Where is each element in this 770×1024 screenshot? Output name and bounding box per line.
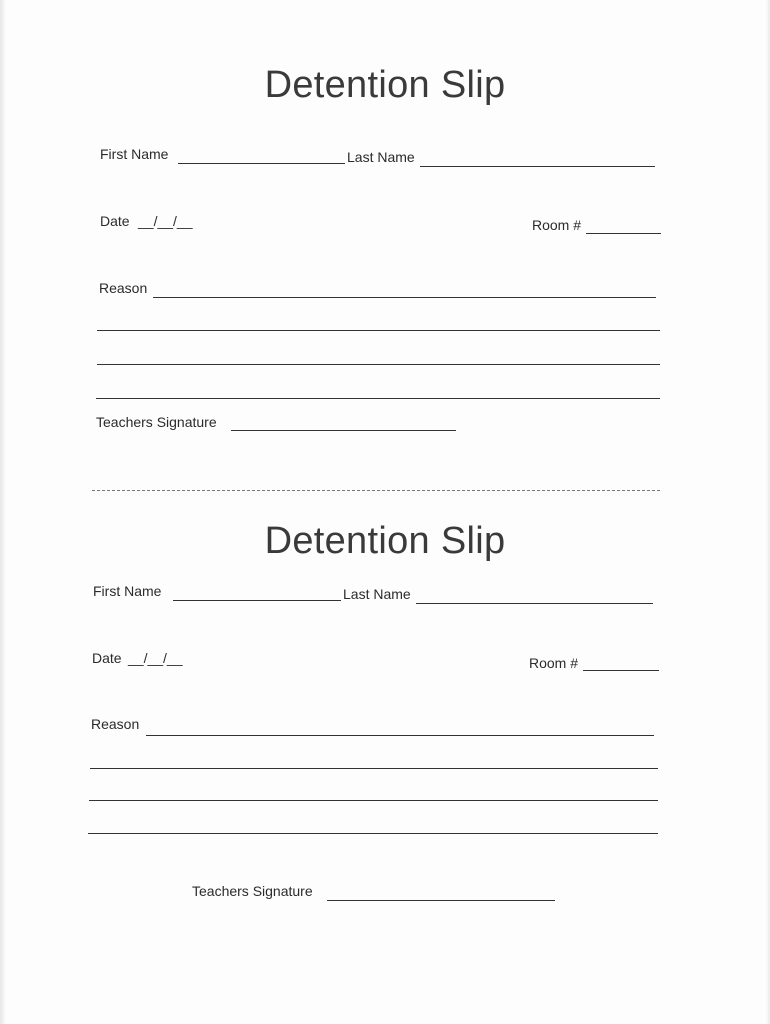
slip-2-signature-line[interactable] (327, 900, 555, 901)
slip-2-reason-line-2[interactable] (90, 768, 658, 769)
slip-2-first-name-label: First Name (93, 583, 162, 599)
slip-1-first-name-line[interactable] (178, 163, 345, 164)
scan-shadow-right (766, 0, 770, 1024)
slip-2-last-name-line[interactable] (416, 603, 653, 604)
slip-1-reason-line-4[interactable] (96, 398, 660, 399)
slip-2-first-name-line[interactable] (173, 600, 341, 601)
slip-2-signature-label: Teachers Signature (192, 883, 313, 899)
slip-1-reason-label: Reason (99, 280, 148, 296)
slip-2-date-label: Date (92, 650, 122, 666)
scan-shadow-left (0, 0, 6, 1024)
slip-2-room-label: Room # (529, 655, 579, 671)
slip-2-date-blank[interactable]: __/__/__ (128, 650, 183, 666)
slip-2-reason-line-1[interactable] (146, 735, 654, 736)
cut-line (92, 490, 660, 491)
slip-2-reason-label: Reason (91, 716, 140, 732)
slip-2-reason-line-3[interactable] (89, 800, 658, 801)
slip-1-title: Detention Slip (264, 64, 506, 106)
slip-1-date-label: Date (100, 213, 130, 229)
slip-1-signature-line[interactable] (231, 430, 456, 431)
slip-1-signature-label: Teachers Signature (96, 414, 217, 430)
slip-1-reason-line-1[interactable] (153, 297, 656, 298)
slip-1-room-label: Room # (532, 217, 582, 233)
slip-2-title: Detention Slip (264, 520, 506, 562)
slip-1-reason-line-3[interactable] (97, 364, 660, 365)
slip-1-first-name-label: First Name (100, 146, 169, 162)
slip-1-date-blank[interactable]: __/__/__ (138, 213, 193, 229)
slip-1-last-name-line[interactable] (420, 166, 655, 167)
slip-1-room-line[interactable] (586, 233, 661, 234)
slip-2-last-name-label: Last Name (343, 586, 411, 602)
slip-2-reason-line-4[interactable] (88, 833, 658, 834)
slip-1-last-name-label: Last Name (347, 149, 415, 165)
slip-1-reason-line-2[interactable] (97, 330, 660, 331)
slip-2-room-line[interactable] (583, 670, 659, 671)
